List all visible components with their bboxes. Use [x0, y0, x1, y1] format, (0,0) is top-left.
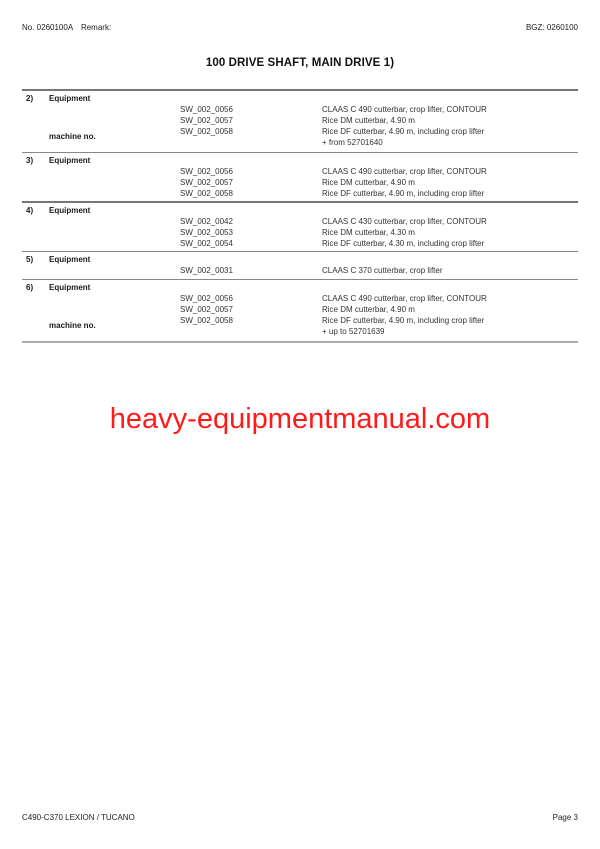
- table-row: [22, 326, 578, 337]
- equipment-description: Rice DM cutterbar, 4.30 m: [322, 228, 415, 237]
- table-row: [22, 293, 578, 304]
- section-label: Equipment: [49, 156, 91, 165]
- equipment-code: SW_002_0042: [180, 217, 233, 226]
- footer-model: C490-C370 LEXION / TUCANO: [22, 813, 135, 822]
- footnote-number: 6): [26, 283, 34, 292]
- equipment-description: Rice DF cutterbar, 4.90 m, including crop lifter: [322, 127, 485, 136]
- equipment-description: CLAAS C 370 cutterbar, crop lifter: [322, 266, 443, 275]
- table-bottom-rule: [22, 341, 578, 343]
- remark-label: Remark:: [80, 23, 112, 32]
- machine-number-label: machine no.: [49, 132, 96, 141]
- equipment-code: SW_002_0054: [180, 239, 233, 248]
- footnote-number: 5): [26, 255, 34, 264]
- footer-page-number: Page 3: [552, 813, 578, 822]
- section-heading: [22, 282, 578, 293]
- equipment-description: Rice DF cutterbar, 4.90 m, including crop lifter: [322, 189, 485, 198]
- table-row: [22, 216, 578, 227]
- equipment-description: Rice DM cutterbar, 4.90 m: [322, 178, 415, 187]
- section-heading: [22, 155, 578, 166]
- table-row: [22, 265, 578, 276]
- machine-number-range: + up to 52701639: [322, 327, 385, 336]
- footnote-table: [22, 89, 578, 343]
- footnote-section-6: [22, 279, 578, 337]
- table-row: [22, 188, 578, 199]
- footnote-number: 3): [26, 156, 34, 165]
- equipment-description: CLAAS C 490 cutterbar, crop lifter, CONTOUR: [322, 167, 487, 176]
- equipment-description: CLAAS C 430 cutterbar, crop lifter, CONTOUR: [322, 217, 487, 226]
- footnote-section-3: [22, 152, 578, 199]
- equipment-code: SW_002_0057: [180, 116, 233, 125]
- equipment-code: SW_002_0056: [180, 167, 233, 176]
- equipment-code: SW_002_0056: [180, 105, 233, 114]
- section-label: Equipment: [49, 206, 91, 215]
- document-number: No. 0260100A: [22, 23, 73, 32]
- equipment-code: SW_002_0058: [180, 127, 233, 136]
- table-row: [22, 227, 578, 238]
- table-row: [22, 137, 578, 148]
- table-row: [22, 177, 578, 188]
- section-heading: [22, 254, 578, 265]
- equipment-code: SW_002_0057: [180, 178, 233, 187]
- equipment-description: Rice DF cutterbar, 4.30 m, including crop lifter: [322, 239, 485, 248]
- table-row: [22, 115, 578, 126]
- section-label: Equipment: [49, 94, 91, 103]
- footnote-section-5: [22, 251, 578, 276]
- table-row: [22, 238, 578, 249]
- machine-number-label: machine no.: [49, 321, 96, 330]
- section-label: Equipment: [49, 283, 91, 292]
- section-heading: [22, 205, 578, 216]
- section-heading: [22, 93, 578, 104]
- equipment-code: SW_002_0056: [180, 294, 233, 303]
- footnote-number: 2): [26, 94, 34, 103]
- equipment-code: SW_002_0058: [180, 189, 233, 198]
- watermark-text: heavy-equipmentmanual.com: [109, 403, 491, 435]
- equipment-description: CLAAS C 490 cutterbar, crop lifter, CONTOUR: [322, 294, 487, 303]
- equipment-code: SW_002_0058: [180, 316, 233, 325]
- page-header-left: [22, 23, 111, 32]
- equipment-description: CLAAS C 490 cutterbar, crop lifter, CONTOUR: [322, 105, 487, 114]
- table-row: [22, 166, 578, 177]
- section-label: Equipment: [49, 255, 91, 264]
- bgz-number: BGZ: 0260100: [525, 23, 578, 32]
- equipment-code: SW_002_0031: [180, 266, 233, 275]
- footnote-section-4: [22, 201, 578, 249]
- table-row: [22, 104, 578, 115]
- table-row: [22, 304, 578, 315]
- footnote-section-2: [22, 89, 578, 148]
- equipment-description: Rice DF cutterbar, 4.90 m, including crop lifter: [322, 316, 485, 325]
- table-row: [22, 315, 578, 330]
- equipment-description: Rice DM cutterbar, 4.90 m: [322, 305, 415, 314]
- equipment-description: Rice DM cutterbar, 4.90 m: [322, 116, 415, 125]
- equipment-code: SW_002_0057: [180, 305, 233, 314]
- page-title: 100 DRIVE SHAFT, MAIN DRIVE 1): [205, 57, 395, 69]
- equipment-code: SW_002_0053: [180, 228, 233, 237]
- table-row: [22, 126, 578, 141]
- footnote-number: 4): [26, 206, 34, 215]
- machine-number-range: + from 52701640: [322, 138, 383, 147]
